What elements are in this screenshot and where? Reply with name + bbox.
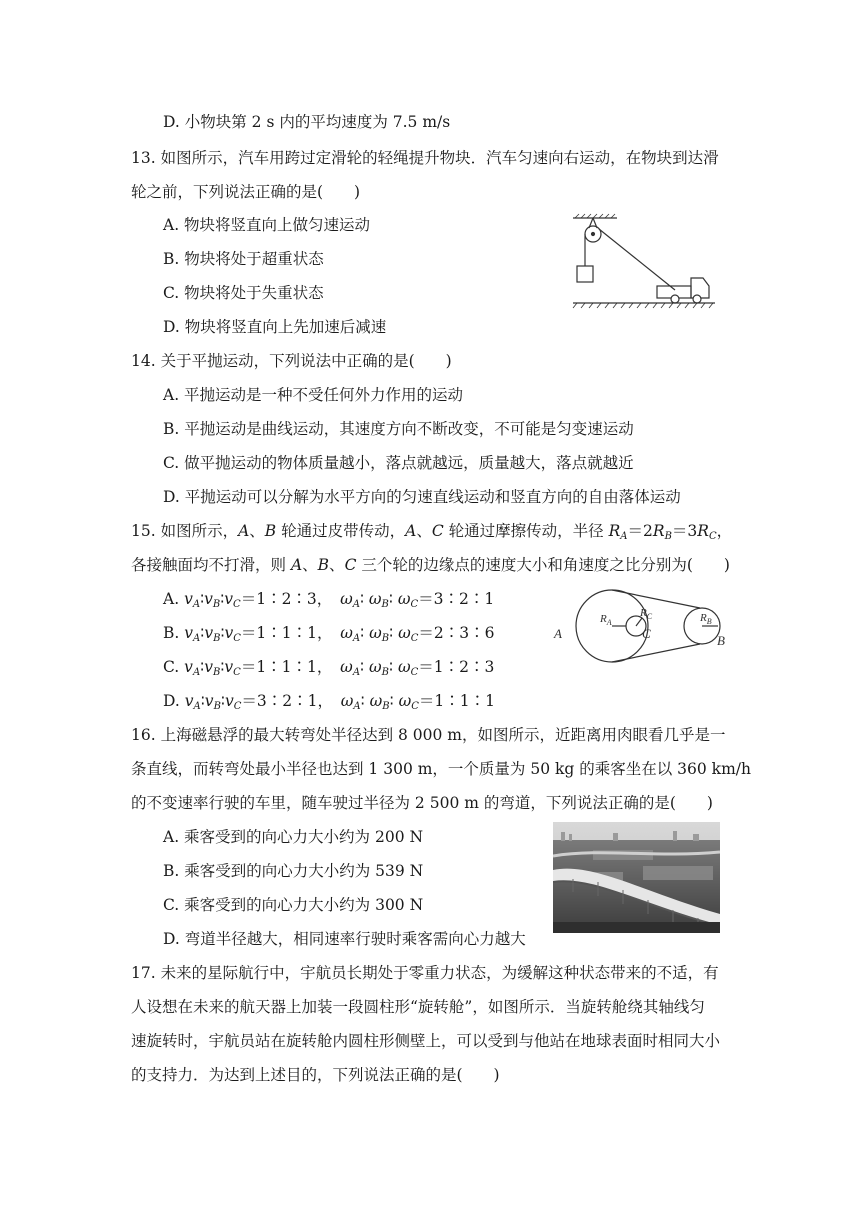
q16-option-d: D. 弯道半径越大，相同速率行驶时乘客需向心力越大 [163, 930, 526, 948]
q15-option-d: D. $v_A∶v_B∶v_C=3∶2∶1$， $\omega_A∶$ $\omega_B∶$ $\omega_C=1∶1∶1$ [163, 692, 495, 712]
pulley-truck-figure [565, 212, 720, 312]
q13-stem-line1: 13. 如图所示，汽车用跨过定滑轮的轻绳提升物块．汽车匀速向右运动，在物块到达滑 [131, 149, 719, 167]
q17-stem-line1: 17. 未来的星际航行中，宇航员长期处于零重力状态，为缓解这种状态带来的不适，有 [131, 964, 719, 982]
q15-stem-line2: 各接触面均不打滑，则 A、B、C 三个轮的边缘点的速度大小和角速度之比分别为( ) [131, 556, 730, 574]
q14-option-d: D. 平抛运动可以分解为水平方向的匀速直线运动和竖直方向的自由落体运动 [163, 488, 681, 506]
wheels-belt-figure [550, 588, 732, 666]
q15-option-a: A. $v_A∶v_B∶v_C=1∶2∶3$， $\omega_A∶$ $\omega_B∶$ $\omega_C=3∶2∶1$ [163, 590, 495, 610]
maglev-photo [553, 822, 720, 933]
q15-stem-line1: 15. 如图所示，A、B 轮通过皮带传动，A、C 轮通过摩擦传动，半径 $R_A=2R_B=3R_C$， [131, 522, 733, 542]
q13-option-a: A. 物块将竖直向上做匀速运动 [163, 216, 371, 234]
q16-option-c: C. 乘客受到的向心力大小约为 300 N [163, 896, 424, 914]
q14-option-c: C. 做平抛运动的物体质量越小，落点就越远，质量越大，落点就越近 [163, 454, 634, 472]
label-rc: $R_C$ [640, 607, 653, 621]
q16-option-a: A. 乘客受到的向心力大小约为 200 N [163, 828, 424, 846]
label-b: B [717, 633, 725, 648]
q16-option-b: B. 乘客受到的向心力大小约为 539 N [163, 862, 424, 880]
label-c: C [642, 626, 651, 641]
q15-option-c: C. $v_A∶v_B∶v_C=1∶1∶1$， $\omega_A∶$ $\omega_B∶$ $\omega_C=1∶2∶3$ [163, 658, 495, 678]
q17-stem-line4: 的支持力．为达到上述目的，下列说法正确的是( ) [131, 1066, 500, 1084]
q14-option-a: A. 平抛运动是一种不受任何外力作用的运动 [163, 386, 464, 404]
q17-stem-line3: 速旋转时，宇航员站在旋转舱内圆柱形侧壁上，可以受到与他站在地球表面时相同大小 [131, 1032, 721, 1050]
q16-stem-line2: 条直线，而转弯处最小半径也达到 1 300 m，一个质量为 50 kg 的乘客坐在以 360 km/h [131, 760, 751, 778]
q13-option-c: C. 物块将处于失重状态 [163, 284, 324, 302]
q14-option-b: B. 平抛运动是曲线运动，其速度方向不断改变，不可能是匀变速运动 [163, 420, 634, 438]
q15-option-b: B. $v_A∶v_B∶v_C=1∶1∶1$， $\omega_A∶$ $\omega_B∶$ $\omega_C=2∶3∶6$ [163, 624, 495, 644]
q16-stem-line3: 的不变速率行驶的车里，随车驶过半径为 2 500 m 的弯道，下列说法正确的是( ) [131, 794, 713, 812]
q13-stem-line2: 轮之前，下列说法正确的是( ) [131, 183, 361, 201]
label-a: A [554, 626, 562, 641]
label-ra: $R_A$ [600, 613, 612, 627]
q17-stem-line2: 人设想在未来的航天器上加装一段圆柱形“旋转舱”，如图所示．当旋转舱绕其轴线匀 [131, 998, 705, 1016]
label-rb: $R_B$ [700, 612, 712, 626]
q16-stem-line1: 16. 上海磁悬浮的最大转弯处半径达到 8 000 m，如图所示，近距离用肉眼看几乎是一 [131, 726, 726, 744]
q14-stem: 14. 关于平抛运动，下列说法中正确的是( ) [131, 352, 452, 370]
q13-option-d: D. 物块将竖直向上先加速后减速 [163, 318, 387, 336]
q12-option-d: D. 小物块第 2 s 内的平均速度为 7.5 m/s [163, 113, 451, 131]
q13-option-b: B. 物块将处于超重状态 [163, 250, 324, 268]
